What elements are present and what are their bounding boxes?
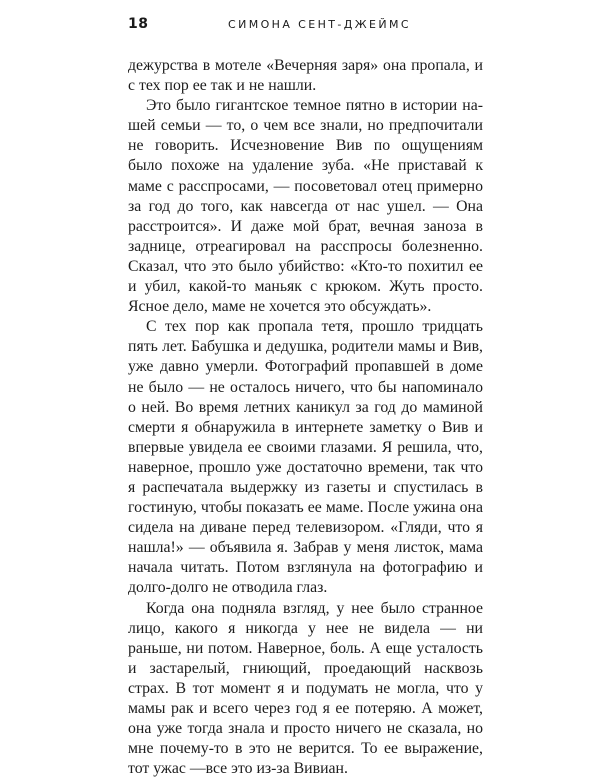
paragraph-1: дежурства в мотеле «Вечерняя заря» она пропала, и с тех пор ее так и не нашли. [128,57,483,95]
running-title: СИМОНА СЕНТ-ДЖЕЙМС [228,18,411,31]
paragraph-4: Когда она подняла взгляд, у нее было странное лицо, какого я никогда у нее не видела — ни раньше, ни потом. Наверное, боль. А еще усталость и застарелый, гниющий, проедающий насквозь страх. В тот момент я и подумать не могла, что у мамы рак и всего через год я ее потеряю. А может, она уже тогда знала и просто ничего не сказала, но мне почему-то в это не верится. То ее выражение, тот ужас —все это из-за Вивиан. [128,599,483,778]
paragraph-2: Это было гигантское темное пятно в истории нашей семьи — то, о чем все знали, но предпочитали не говорить. Исчезновение Вив по ощущениям было похоже на удаление зуба. «Не приставай к маме с расспросами, — посоветовал отец примерно за год до того, как навсегда от нас ушел. — Она расстроится». И даже мой брат, вечная заноза в заднице, отреагировал на расспросы болезненно. Сказал, что это было убийство: «Кто-то похитил ее и убил, какой-то маньяк с крюком. Жуть просто. Ясное дело, маме не хочется это обсуждать». [128,97,483,316]
body-text [128,56,483,779]
paragraph-3: С тех пор как пропала тетя, прошло тридцать пять лет. Бабушка и дедушка, родители мамы и Вив, уже давно умерли. Фотографий пропавшей в доме не было — не осталось ничего, что бы напоминало о ней. Во время летних каникул за год до маминой смерти я обнаружила в интернете заметку о Вив и впервые увидела ее своими глазами. Я решила, что, наверное, прошло уже достаточно времени, так что я распечатала выдержку из газеты и спустилась в гостиную, чтобы показать ее маме. После ужина она сидела на диване перед телевизором. «Гляди, что я нашла!» — объявила я. Забрав у меня листок, мама начала читать. Потом взглянула на фотографию и долго-долго не отводила глаз. [128,318,483,597]
running-header [128,16,483,34]
page-number: 18 [128,16,149,32]
